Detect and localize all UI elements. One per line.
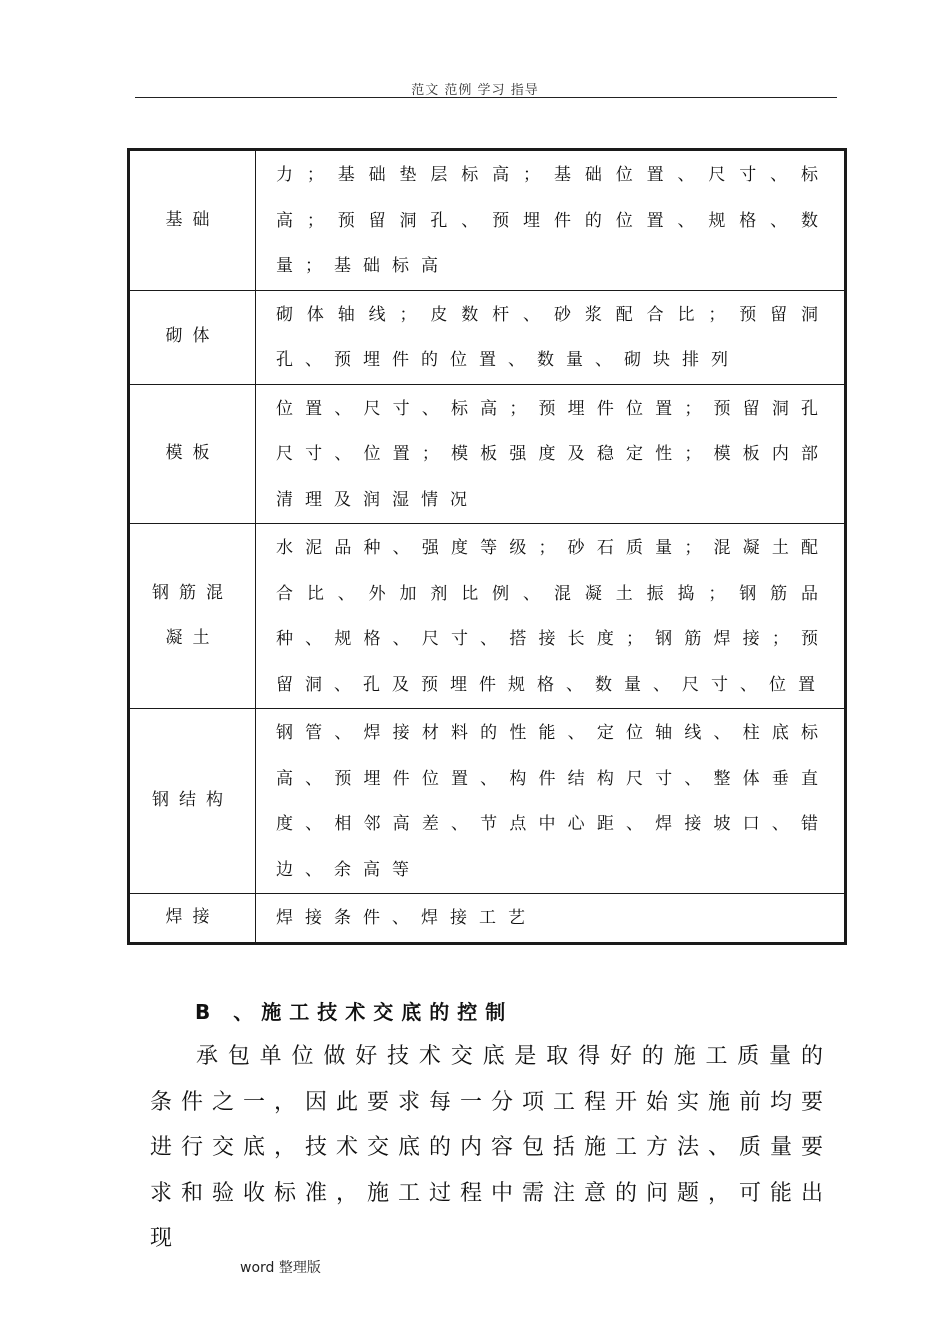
table-row — [129, 524, 846, 709]
table-row — [129, 894, 846, 944]
section-heading: B 、施工技术交底的控制 — [195, 1000, 514, 1024]
row-content: 钢管、焊接材料的性能、定位轴线、柱底标高、预埋件位置、构件结构尺寸、整体垂直度、相邻高差、节点中心距、焊接坡口、错边、余高等 — [256, 709, 846, 894]
row-content: 砌体轴线；皮数杆、砂浆配合比；预留洞孔、预埋件的位置、数量、砌块排列 — [256, 290, 846, 384]
row-content: 力；基础垫层标高；基础位置、尺寸、标高；预留洞孔、预埋件的位置、规格、数量；基础标高 — [256, 150, 846, 291]
header-divider — [135, 97, 837, 98]
row-content: 位置、尺寸、标高；预埋件位置；预留洞孔尺寸、位置；模板强度及稳定性；模板内部清理及润湿情况 — [256, 384, 846, 524]
body-paragraph: 承包单位做好技术交底是取得好的施工质量的条件之一，因此要求每一分项工程开始实施前均要进行交底，技术交底的内容包括施工方法、质量要求和验收标准，施工过程中需注意的问题，可能出现 — [150, 1044, 833, 1251]
row-label: 模板 — [129, 384, 256, 524]
table-row — [129, 290, 846, 384]
row-content: 焊接条件、焊接工艺 — [256, 894, 846, 944]
row-content: 水泥品种、强度等级；砂石质量；混凝土配合比、外加剂比例、混凝土振捣；钢筋品种、规格、尺寸、搭接长度；钢筋焊接；预留洞、孔及预埋件规格、数量、尺寸、位置 — [256, 524, 846, 709]
row-label: 砌体 — [129, 290, 256, 384]
page-footer-text: word 整理版 — [240, 1260, 321, 1276]
table-row — [129, 709, 846, 894]
row-label: 钢结构 — [129, 709, 256, 894]
inspection-items-table — [127, 148, 847, 945]
table-row — [129, 384, 846, 524]
row-label: 基础 — [129, 150, 256, 291]
row-label: 钢筋混凝土 — [129, 524, 256, 709]
page-header-text: 范文 范例 学习 指导 — [411, 83, 539, 98]
table-row — [129, 150, 846, 291]
row-label: 焊接 — [129, 894, 256, 944]
